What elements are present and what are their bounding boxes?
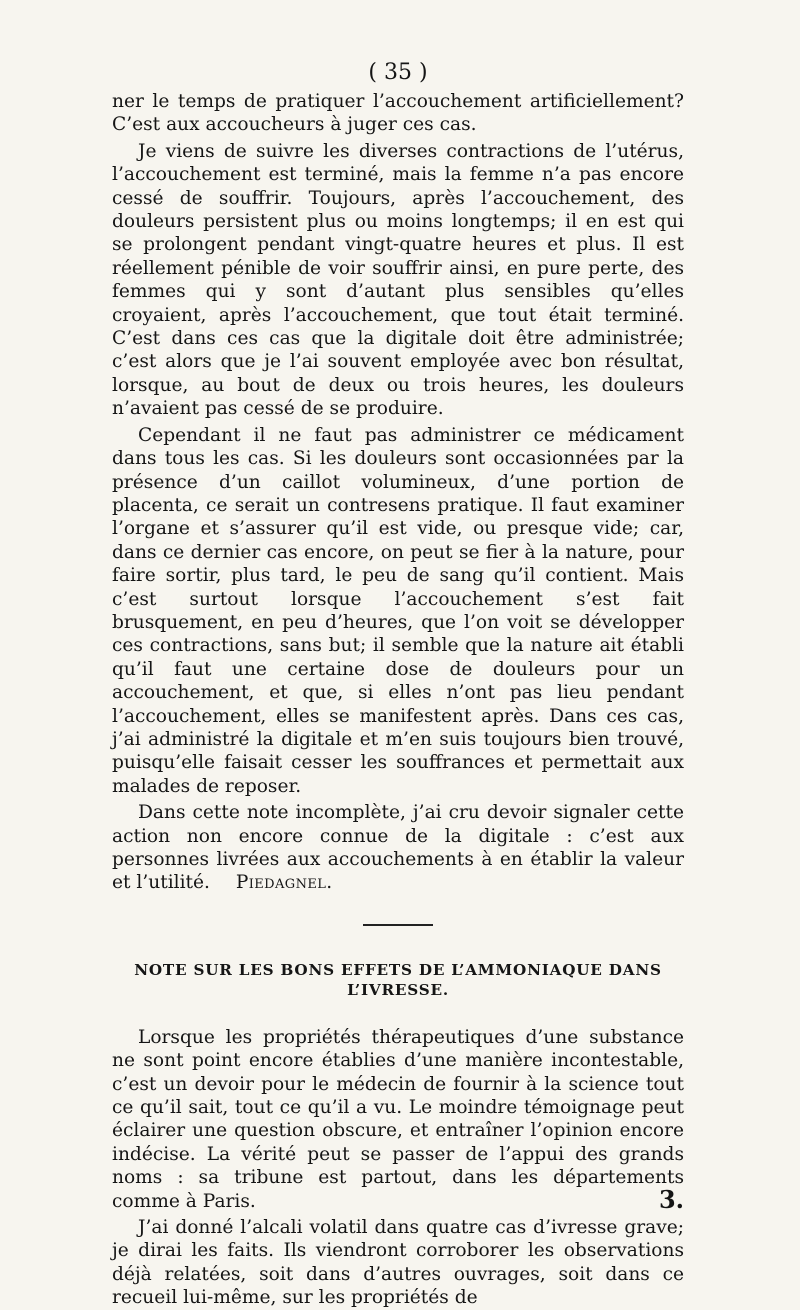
note-conclusion-text: Dans cette note incomplète, j’ai cru devoir signaler cette action non encore connue de la digitale : c’est aux personnes livrées aux accouchements à en établir la valeur et l’utilité. bbox=[112, 802, 684, 894]
author-signature: Piedagnel. bbox=[235, 872, 333, 894]
paragraph-ammonia-intro: Lorsque les propriétés thérapeutiques d’une substance ne sont point encore établies d’une manière incontestable, c’est un devoir pour le médecin de fournir à la science tout ce qu’il sait, tout ce qu’il a vu. Le moindre témoignage peut éclairer une question obscure, et entraîner l’opinion encore indécise. La vérité peut se passer de l’appui des grands noms : sa tribune est partout, dans les départements comme à Paris. bbox=[112, 1026, 684, 1212]
catchword: 3. bbox=[658, 1185, 684, 1214]
page-number: ( 35 ) bbox=[368, 60, 428, 85]
section-divider bbox=[363, 924, 433, 926]
paragraph-ammonia-cases: J’ai donné l’alcali volatil dans quatre cas d’ivresse grave; je dirai les faits. Ils viendront corroborer les observations déjà relatées, soit dans d’autres ouvrages, soit dans ce recueil lui-même, sur les propriétés de bbox=[112, 1217, 684, 1309]
paragraph-continuation: ner le temps de pratiquer l’accouchement artificiellement? C’est aux accoucheurs à juger ces cas. bbox=[112, 91, 684, 136]
paragraph-contractions: Je viens de suivre les diverses contractions de l’utérus, l’accouchement est terminé, mais la femme n’a pas encore cessé de souffrir. Toujours, après l’accouchement, des douleurs persistent plus ou moins longtemps; il en est qui se prolongent pendant vingt-quatre heures et plus. Il est réellement pénible de voir souffrir ainsi, en pure perte, des femmes qui y sont d’autant plus sensibles qu’elles croyaient, après l’accouchement, que tout était terminé. C’est dans ces cas que la digitale doit être administrée; c’est alors que je l’ai souvent employée avec bon résultat, lorsque, au bout de deux ou trois heures, les douleurs n’avaient pas cessé de se produire. bbox=[112, 140, 684, 420]
book-page bbox=[112, 58, 684, 1309]
paragraph-cautions: Cependant il ne faut pas administrer ce médicament dans tous les cas. Si les douleurs sont occasionnées par la présence d’un caillot volumineux, d’une portion de placenta, ce serait un contresens pratique. Il faut examiner l’organe et s’assurer qu’il est vide, ou presque vide; car, dans ce dernier cas encore, on peut se fier à la nature, pour faire sortir, plus tard, le peu de sang qu’il contient. Mais c’est surtout lorsque l’accouchement s’est fait brusquement, en peu d’heures, que l’on voit se développer ces contractions, sans but; il semble que la nature ait établi qu’il faut une certaine dose de douleurs pour un accouchement, et que, si elles n’ont pas lieu pendant l’accouchement, elles se manifestent après. Dans ces cas, j’ai administré la digitale et m’en suis toujours bien trouvé, puisqu’elle faisait cesser les souffrances et permettait aux malades de reposer. bbox=[112, 424, 684, 797]
section-title: NOTE SUR LES BONS EFFETS DE L’AMMONIAQUE DANS L’IVRESSE. bbox=[134, 960, 662, 999]
paragraph-note-conclusion bbox=[112, 801, 684, 895]
